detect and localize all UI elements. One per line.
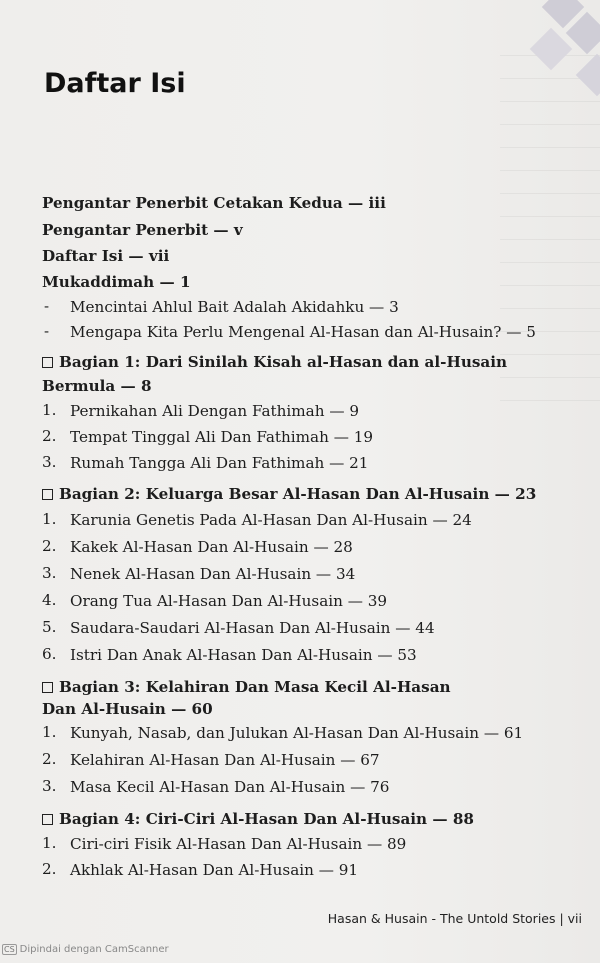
section-heading-continued: Dan Al-Husain — 60 (42, 700, 213, 718)
list-bullet: - (44, 297, 50, 315)
list-number: 2. (42, 427, 57, 445)
toc-subentry: Mengapa Kita Perlu Mengenal Al-Hasan dan Al-Husain? — 5 (70, 323, 536, 341)
toc-entry: Pengantar Penerbit — v (42, 221, 243, 239)
list-number: 1. (42, 723, 57, 741)
list-number: 2. (42, 537, 57, 555)
toc-subentry: Ciri-ciri Fisik Al-Hasan Dan Al-Husain — 89 (70, 835, 407, 853)
toc-subentry: Pernikahan Ali Dengan Fathimah — 9 (70, 402, 360, 420)
list-number: 3. (42, 564, 57, 582)
toc-subentry: Mencintai Ahlul Bait Adalah Akidahku — 3 (70, 298, 399, 316)
list-number: 1. (42, 510, 57, 528)
toc-subentry: Kelahiran Al-Hasan Dan Al-Husain — 67 (70, 751, 380, 769)
list-number: 3. (42, 453, 57, 471)
section-heading: Bagian 3: Kelahiran Dan Masa Kecil Al-Hasan (42, 677, 451, 697)
toc-subentry: Karunia Genetis Pada Al-Hasan Dan Al-Husain — 24 (70, 511, 472, 529)
camscanner-logo-icon: CS (4, 945, 15, 954)
list-number: 4. (42, 591, 57, 609)
list-number: 6. (42, 645, 57, 663)
checkbox-square-icon (42, 682, 53, 693)
checkbox-square-icon (42, 489, 53, 500)
list-number: 2. (42, 860, 57, 878)
toc-entry: Pengantar Penerbit Cetakan Kedua — iii (42, 194, 386, 212)
toc-subentry: Masa Kecil Al-Hasan Dan Al-Husain — 76 (70, 778, 390, 796)
scanner-watermark: CS Dipindai dengan CamScanner (4, 944, 169, 955)
section-heading: Bagian 4: Ciri-Ciri Al-Hasan Dan Al-Husain — 88 (42, 809, 474, 829)
checkbox-square-icon (42, 357, 53, 368)
toc-subentry: Orang Tua Al-Hasan Dan Al-Husain — 39 (70, 592, 388, 610)
section-heading-continued: Bermula — 8 (42, 377, 152, 395)
checkbox-square-icon (42, 814, 53, 825)
toc-subentry: Kunyah, Nasab, dan Julukan Al-Hasan Dan Al-Husain — 61 (70, 724, 524, 742)
toc-subentry: Akhlak Al-Hasan Dan Al-Husain — 91 (70, 861, 359, 879)
page-footer: Hasan & Husain - The Untold Stories | vii (327, 911, 582, 926)
toc-subentry: Tempat Tinggal Ali Dan Fathimah — 19 (70, 428, 374, 446)
toc-subentry: Nenek Al-Hasan Dan Al-Husain — 34 (70, 565, 356, 583)
page-title: Daftar Isi (44, 68, 186, 99)
toc-entry: Mukaddimah — 1 (42, 273, 191, 291)
list-number: 3. (42, 777, 57, 795)
section-heading: Bagian 2: Keluarga Besar Al-Hasan Dan Al-Husain — 23 (42, 484, 536, 504)
list-number: 1. (42, 834, 57, 852)
toc-subentry: Rumah Tangga Ali Dan Fathimah — 21 (70, 454, 369, 472)
toc-subentry: Saudara-Saudari Al-Hasan Dan Al-Husain — 44 (70, 619, 435, 637)
toc-subentry: Istri Dan Anak Al-Hasan Dan Al-Husain — 53 (70, 646, 417, 664)
section-heading: Bagian 1: Dari Sinilah Kisah al-Hasan dan al-Husain (42, 352, 507, 372)
bleed-through-lines (500, 55, 600, 423)
list-number: 1. (42, 401, 57, 419)
toc-entry: Daftar Isi — vii (42, 247, 170, 265)
list-number: 2. (42, 750, 57, 768)
toc-subentry: Kakek Al-Hasan Dan Al-Husain — 28 (70, 538, 353, 556)
list-bullet: - (44, 322, 50, 340)
list-number: 5. (42, 618, 57, 636)
